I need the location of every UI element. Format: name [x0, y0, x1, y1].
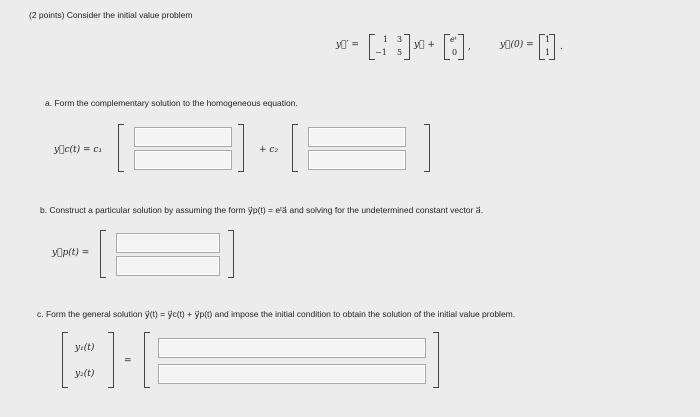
part-a-v2-left-bracket	[292, 124, 298, 172]
ivp-period: .	[560, 42, 563, 52]
part-c-lhs-right-bracket	[108, 332, 114, 388]
part-c-text: c. Form the general solution y⃗(t) = y⃗c(t) + y⃗p(t) and impose the initial condition to obtain the solution of the initial value problem.	[37, 309, 516, 319]
matrix-a22: 5	[397, 48, 403, 57]
problem-prompt: (2 points) Consider the initial value problem	[29, 10, 193, 20]
part-a-v1-row1-input[interactable]	[134, 127, 232, 147]
part-a-plus-c2: + c₂	[259, 145, 279, 155]
initial-v2: 1	[545, 48, 551, 57]
part-c-y2: y₂(t)	[75, 369, 95, 379]
part-b-label: y⃗p(t) =	[52, 248, 90, 258]
part-a-text: a. Form the complementary solution to the homogeneous equation.	[45, 98, 298, 108]
matrix-a11: 1	[383, 35, 389, 44]
matrix-a12: 3	[397, 35, 403, 44]
ivp-comma: ,	[468, 42, 471, 52]
initial-v1: 1	[545, 35, 551, 44]
part-b-right-bracket	[228, 230, 234, 278]
part-a-v1-row2-input[interactable]	[134, 150, 232, 170]
matrix-a21: −1	[375, 48, 387, 57]
part-c-y1: y₁(t)	[75, 343, 95, 353]
part-c-equals: =	[124, 356, 132, 366]
forcing-right-bracket	[458, 34, 464, 60]
part-c-rhs-right-bracket	[433, 332, 439, 388]
part-a-v2-right-bracket	[424, 124, 430, 172]
part-a-label: y⃗c(t) = c₁	[54, 145, 103, 155]
part-c-lhs-left-bracket	[62, 332, 68, 388]
part-a-v2-row2-input[interactable]	[308, 150, 406, 170]
part-b-text: b. Construct a particular solution by assuming the form y⃗p(t) = eᵗa⃗ and solving for the undetermined constant vector a⃗.	[40, 205, 484, 215]
forcing-f1: eᵗ	[450, 35, 457, 44]
part-c-row2-input[interactable]	[158, 364, 426, 384]
part-b-row1-input[interactable]	[116, 233, 220, 253]
coefficient-matrix	[373, 35, 407, 59]
part-a-v1-right-bracket	[238, 124, 244, 172]
part-a-v1-left-bracket	[118, 124, 124, 172]
ivp-times-y-plus: y⃗ +	[414, 40, 435, 50]
part-a-v2-row1-input[interactable]	[308, 127, 406, 147]
part-c-rhs-left-bracket	[144, 332, 150, 388]
initial-condition-label: y⃗(0) =	[500, 40, 534, 50]
ivp-lhs: y⃗′ =	[336, 40, 359, 50]
part-b-left-bracket	[100, 230, 106, 278]
forcing-f2: 0	[452, 48, 458, 57]
initial-right-bracket	[549, 34, 555, 60]
part-c-row1-input[interactable]	[158, 338, 426, 358]
part-b-row2-input[interactable]	[116, 256, 220, 276]
matrix-right-bracket	[404, 34, 410, 60]
